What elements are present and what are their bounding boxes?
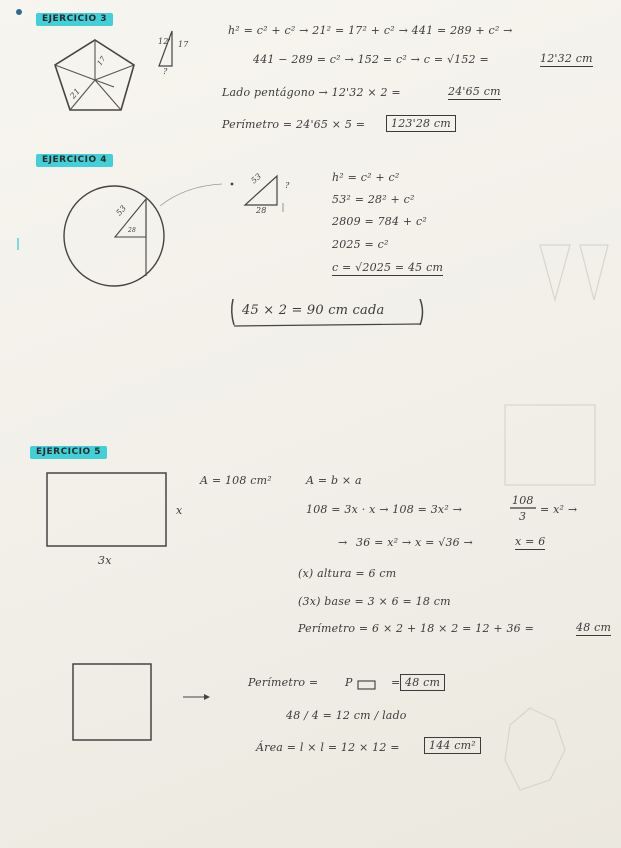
- ex5-square-lado-line: 48 / 4 = 12 cm / lado: [286, 709, 407, 722]
- ex4-line-2: 53² = 28² + c²: [332, 193, 415, 206]
- ex4-circle: [64, 186, 164, 286]
- ex3-tri-bottom-label: ?: [163, 67, 168, 76]
- ex5-square-equals: =: [391, 676, 401, 689]
- ex5-line-3: 36 = x² → x = √36 →: [356, 536, 473, 549]
- ex5-square-perimetro-label: Perímetro =: [248, 676, 319, 689]
- ex3-tri-left-label: 12': [158, 37, 171, 46]
- ex5-line-6: Perímetro = 6 × 2 + 18 × 2 = 12 + 36 =: [298, 622, 534, 635]
- ex5-line-3-arrow: →: [338, 536, 348, 549]
- ex4-line-4: 2025 = c²: [332, 238, 389, 251]
- exercise-4-title: EJERCICIO 4: [36, 154, 113, 167]
- ex3-line-3: Lado pentágono → 12'32 × 2 =: [222, 86, 401, 99]
- ex3-pentagon-radius-label-1: 17: [95, 54, 108, 68]
- ex5-x-result: x = 6: [515, 535, 546, 548]
- ex5-line-1: A = b × a: [306, 474, 362, 487]
- ex3-line-2: 441 − 289 = c² → 152 = c² → c = √152 =: [253, 53, 489, 66]
- ex3-perimetro-result: 123'28 cm: [386, 115, 456, 132]
- ex5-square: [73, 664, 151, 740]
- ex4-line-3: 2809 = 784 + c²: [332, 215, 427, 228]
- ex3-side-result: 12'32 cm: [540, 52, 593, 65]
- ex4-circle-base-label: 28: [128, 227, 137, 234]
- ex4-tri-base-label: 28: [256, 206, 267, 215]
- ex5-square-p-symbol: P: [345, 676, 353, 689]
- ex4-line-1: h² = c² + c²: [332, 171, 400, 184]
- ex5-rect-side-label: x: [176, 504, 183, 517]
- ex3-line-4: Perímetro = 24'65 × 5 =: [222, 118, 366, 131]
- ex5-fraction-rest: = x² →: [540, 503, 578, 516]
- ex5-fraction-denominator: 3: [519, 510, 527, 523]
- ex5-line-5: (3x) base = 3 × 6 = 18 cm: [298, 595, 451, 608]
- ex5-rect-bottom-label: 3x: [98, 554, 112, 567]
- ex4-circle-hyp-label: 53: [114, 203, 129, 218]
- ex5-rectangle: [47, 473, 166, 546]
- ex5-perimetro-result: 48 cm: [576, 621, 612, 634]
- ex5-area-label: A = 108 cm²: [200, 474, 272, 487]
- ex3-tri-right-label: 17: [178, 40, 189, 49]
- ex5-fraction-numerator: 108: [512, 494, 534, 507]
- ex3-pentagon-radius-label-2: 21: [68, 86, 83, 101]
- ex5-square-area-value: 144 cm²: [424, 737, 481, 754]
- ex4-arrow-dot: [231, 183, 234, 186]
- ex4-tri-hyp-label: 53: [249, 171, 264, 186]
- ex4-final-result: 45 × 2 = 90 cm cada: [242, 303, 385, 318]
- ex4-line-5: c = √2025 = 45 cm: [332, 261, 444, 274]
- ex3-lado-result: 24'65 cm: [448, 85, 501, 98]
- ex5-line-2: 108 = 3x · x → 108 = 3x² →: [306, 503, 463, 516]
- ex5-line-4: (x) altura = 6 cm: [298, 567, 397, 580]
- ex3-line-1: h² = c² + c² → 21² = 17² + c² → 441 = 289 + c² →: [228, 24, 513, 37]
- ex4-connector-line: [160, 184, 222, 206]
- exercise-3-title: EJERCICIO 3: [36, 13, 113, 26]
- exercise-5-title: EJERCICIO 5: [30, 446, 107, 459]
- ex4-tri-question-label: ?: [285, 181, 290, 190]
- ex5-square-area-line: Área = l × l = 12 × 12 =: [256, 741, 400, 754]
- ex5-square-perimetro-value: 48 cm: [400, 674, 445, 691]
